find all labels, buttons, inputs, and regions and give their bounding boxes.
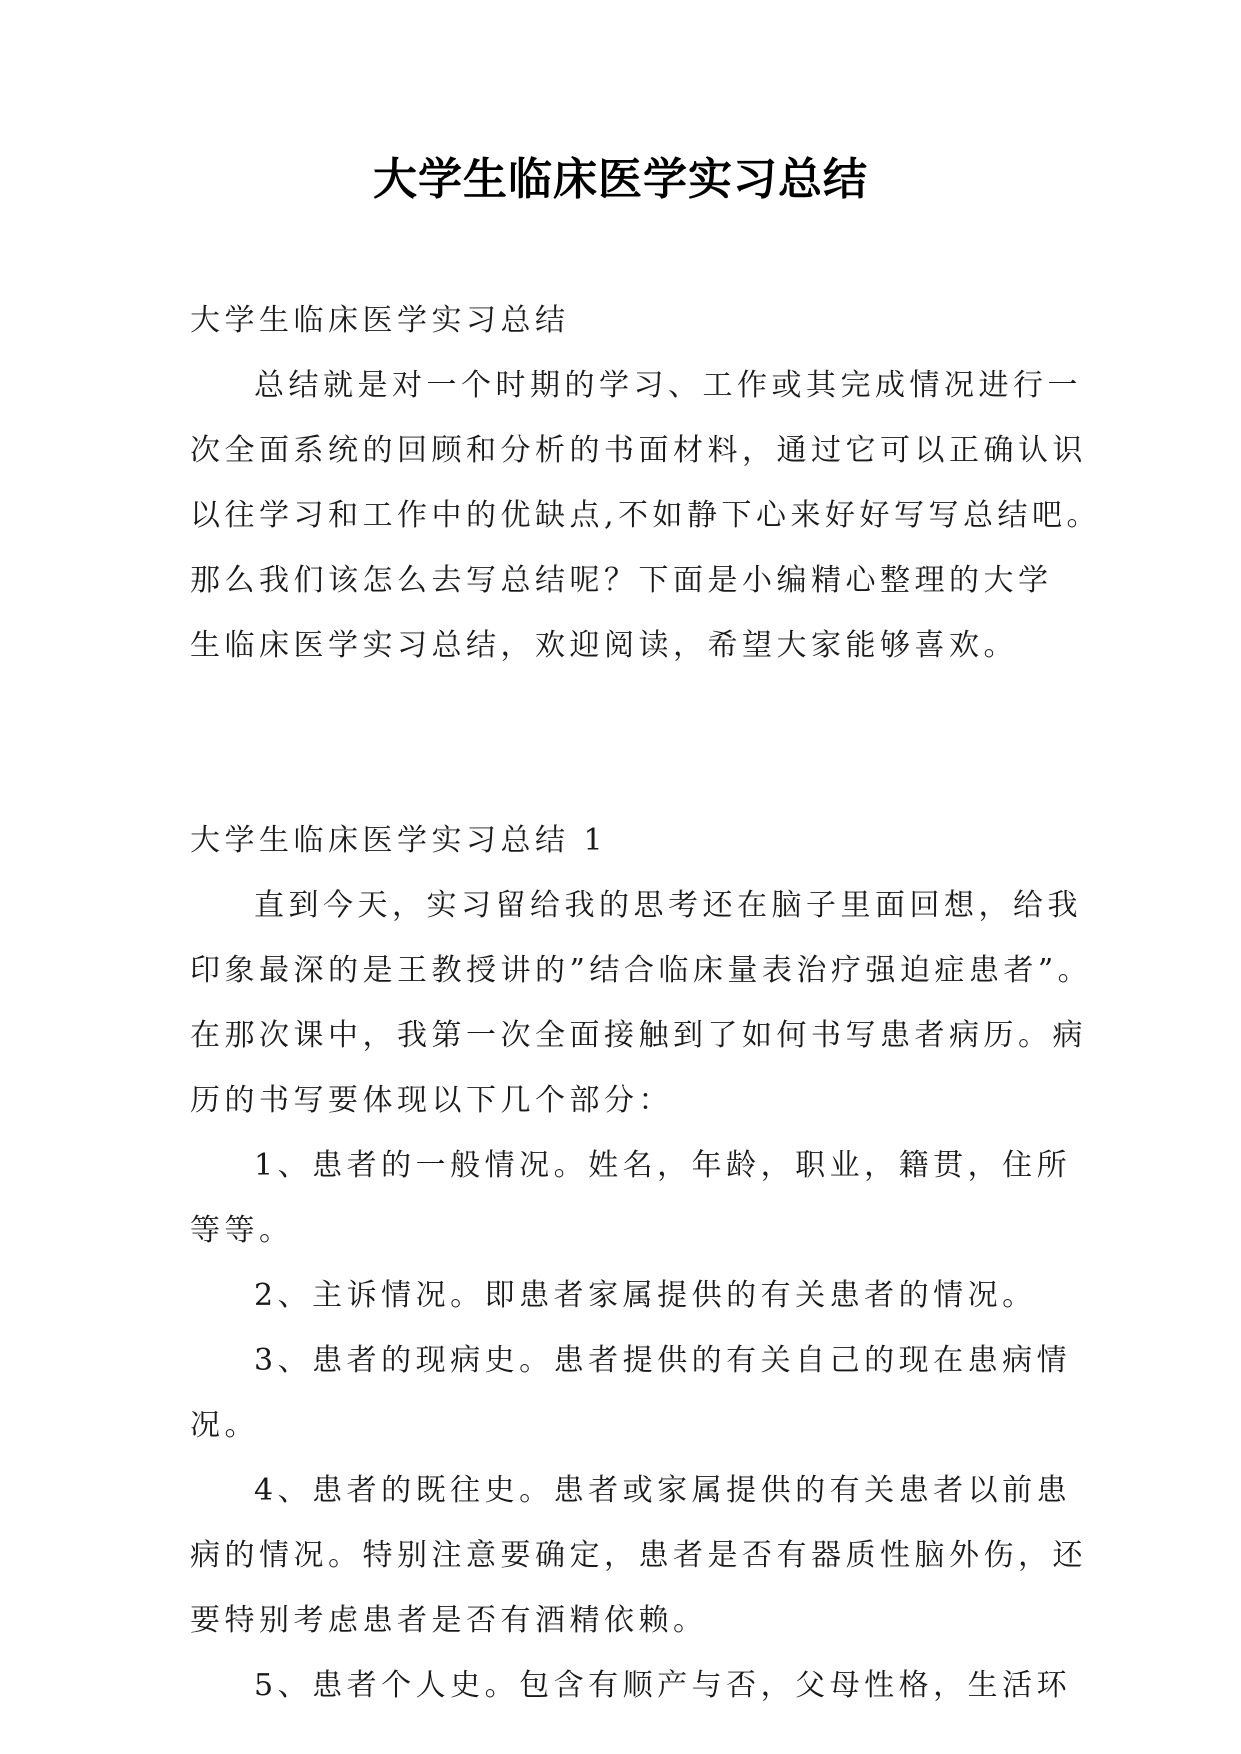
paragraph-line: 病的情况。特别注意要确定，患者是否有器质性脑外伤，还 <box>190 1538 1087 1573</box>
paragraph-line: 在那次课中，我第一次全面接触到了如何书写患者病历。病 <box>190 1018 1087 1053</box>
paragraph-line: 总结就是对一个时期的学习、工作或其完成情况进行一 <box>254 368 1082 403</box>
document-body <box>190 288 1102 1718</box>
paragraph-line: 那么我们该怎么去写总结呢？下面是小编精心整理的大学 <box>190 563 1053 598</box>
paragraph-line: 1、患者的一般情况。姓名，年龄，职业，籍贯，住所 <box>254 1148 1072 1183</box>
paragraph-line: 直到今天，实习留给我的思考还在脑子里面回想，给我 <box>254 888 1082 923</box>
intro-paragraph <box>190 353 1102 678</box>
paragraph-line: 等等。 <box>190 1213 294 1248</box>
section-paragraph <box>190 873 1093 1133</box>
list-item-1 <box>190 1133 1072 1263</box>
paragraph-line: 要特别考虑患者是否有酒精依赖。 <box>190 1603 708 1638</box>
section-gap <box>190 678 1052 808</box>
paragraph-line: 次全面系统的回顾和分析的书面材料，通过它可以正确认识 <box>190 433 1087 468</box>
paragraph-line: 4、患者的既往史。患者或家属提供的有关患者以前患 <box>254 1473 1072 1508</box>
paragraph-line: 3、患者的现病史。患者提供的有关自己的现在患病情 <box>254 1343 1072 1378</box>
paragraph-line: 历的书写要体现以下几个部分： <box>190 1083 673 1118</box>
paragraph-line: 5、患者个人史。包含有顺产与否，父母性格，生活环 <box>254 1668 1072 1703</box>
paragraph-line: 以往学习和工作中的优缺点,不如静下心来好好写写总结吧。 <box>190 498 1102 533</box>
paragraph-line: 2、主诉情况。即患者家属提供的有关患者的情况。 <box>254 1278 1037 1313</box>
list-item-2 <box>190 1263 1052 1328</box>
intro-heading: 大学生临床医学实习总结 <box>190 303 570 338</box>
paragraph-line: 生临床医学实习总结，欢迎阅读，希望大家能够喜欢。 <box>190 628 1018 663</box>
list-item-3 <box>190 1328 1072 1458</box>
list-item-4 <box>190 1458 1087 1653</box>
list-item-5 <box>190 1653 1072 1718</box>
paragraph-line: 况。 <box>190 1408 259 1443</box>
section-heading: 大学生临床医学实习总结 1 <box>190 823 608 858</box>
paragraph-line: 印象最深的是王教授讲的”结合临床量表治疗强迫症患者”。 <box>190 953 1093 988</box>
document-title: 大学生临床医学实习总结 <box>373 154 868 205</box>
